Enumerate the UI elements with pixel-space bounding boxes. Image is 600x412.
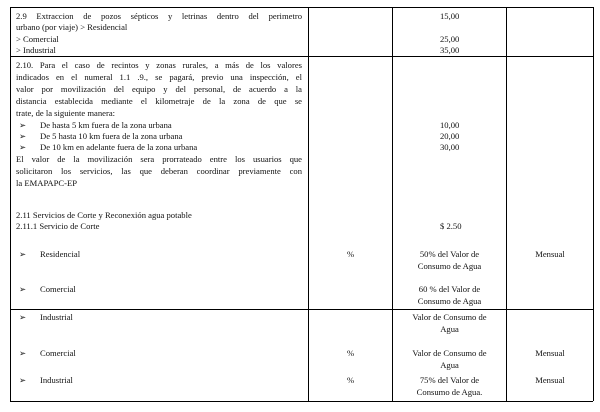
row-industrial-75-frequency: Mensual bbox=[535, 375, 565, 385]
section-2-9-industrial-value: 35,00 bbox=[440, 45, 460, 55]
section-2-9-comercial-label: > Comercial bbox=[16, 34, 59, 44]
distance-item-2-value: 20,00 bbox=[440, 131, 460, 141]
row-residencial-value-line-2: Consumo de Agua bbox=[417, 261, 482, 271]
row-industrial-75-value-line-1: 75% del Valor de bbox=[419, 375, 480, 385]
arrow-bullet-icon: ➢ bbox=[19, 312, 27, 322]
arrow-bullet-icon: ➢ bbox=[19, 249, 27, 259]
column-divider-2 bbox=[392, 7, 393, 401]
distance-item-2-label: De 5 hasta 10 km fuera de la zona urbana bbox=[40, 131, 183, 141]
column-divider-1 bbox=[308, 7, 309, 401]
row-residencial-unit: % bbox=[347, 249, 355, 259]
arrow-bullet-icon: ➢ bbox=[19, 348, 27, 358]
section-2-10-line-3: valor por movilización del equipo y del personal, de acuerdo a la bbox=[16, 84, 302, 94]
row-comercial-value-line-1: Valor de Consumo de bbox=[412, 348, 487, 358]
distance-item-3-label: De 10 km en adelante fuera de la zona urbana bbox=[40, 142, 198, 152]
row-industrial-75-label: Industrial bbox=[40, 375, 73, 385]
section-2-9-comercial-value: 25,00 bbox=[440, 34, 460, 44]
row-residencial-frequency: Mensual bbox=[535, 249, 565, 259]
section-2-9-line-2: urbano (por viaje) > Residencial bbox=[16, 22, 128, 32]
section-2-11-title: 2.11 Servicios de Corte y Reconexión agua potable bbox=[16, 210, 192, 220]
section-2-10-line-4: distancia establecida mediante el kilometraje de la zona de que se bbox=[16, 96, 302, 106]
distance-item-3-value: 30,00 bbox=[440, 142, 460, 152]
column-divider-3 bbox=[506, 7, 507, 401]
row-industrial-value-line-2: Agua bbox=[440, 324, 459, 334]
arrow-bullet-icon: ➢ bbox=[19, 120, 27, 130]
section-2-10-line-2: indicados en el numeral 1.1 .9., se pagará, previo una inspección, el bbox=[16, 72, 302, 82]
row-residencial-label: Residencial bbox=[40, 249, 81, 259]
row-comercial-60-value-line-1: 60 % del Valor de bbox=[418, 284, 481, 294]
section-2-9-residencial-value: 15,00 bbox=[440, 11, 460, 21]
row-comercial-label: Comercial bbox=[40, 348, 76, 358]
row-industrial-label: Industrial bbox=[40, 312, 73, 322]
row-industrial-75-unit: % bbox=[347, 375, 355, 385]
table-left-border bbox=[10, 7, 11, 401]
section-2-11-1-subtitle: 2.11.1 Servicio de Corte bbox=[16, 221, 100, 231]
distance-item-1-value: 10,00 bbox=[440, 120, 460, 130]
arrow-bullet-icon: ➢ bbox=[19, 284, 27, 294]
section-2-10-line-5: trate, de la siguiente manera: bbox=[16, 108, 116, 118]
table-bottom-border bbox=[10, 401, 593, 402]
distance-item-1-label: De hasta 5 km fuera de la zona urbana bbox=[40, 120, 172, 130]
table-right-border bbox=[593, 7, 594, 401]
arrow-bullet-icon: ➢ bbox=[19, 131, 27, 141]
arrow-bullet-icon: ➢ bbox=[19, 375, 27, 385]
row-industrial-value-line-1: Valor de Consumo de bbox=[412, 312, 487, 322]
section-2-10-note-line-1: El valor de la movilización sera prorrateado entre los usuarios que bbox=[16, 154, 302, 164]
row-comercial-unit: % bbox=[347, 348, 355, 358]
section-2-9-line-1: 2.9 Extraccion de pozos sépticos y letrinas dentro del perimetro bbox=[16, 11, 302, 21]
section-2-10-note-line-2: solicitaron los servicios, las que deberan coordinar previamente con bbox=[16, 166, 302, 176]
section-2-11-1-value: $ 2.50 bbox=[440, 221, 462, 231]
row-comercial-value-line-2: Agua bbox=[440, 360, 459, 370]
row-comercial-60-value-line-2: Consumo de Agua bbox=[417, 296, 482, 306]
section-2-10-line-1: 2.10. Para el caso de recintos y zonas rurales, a más de los valores bbox=[16, 60, 302, 70]
row-comercial-60-label: Comercial bbox=[40, 284, 76, 294]
section-2-9-industrial-label: > Industrial bbox=[16, 45, 56, 55]
arrow-bullet-icon: ➢ bbox=[19, 142, 27, 152]
row-industrial-75-value-line-2: Consumo de Agua. bbox=[416, 387, 483, 397]
row-comercial-frequency: Mensual bbox=[535, 348, 565, 358]
section-2-10-note-line-3: la EMAPAPC-EP bbox=[16, 178, 78, 188]
row-residencial-value-line-1: 50% del Valor de bbox=[419, 249, 480, 259]
